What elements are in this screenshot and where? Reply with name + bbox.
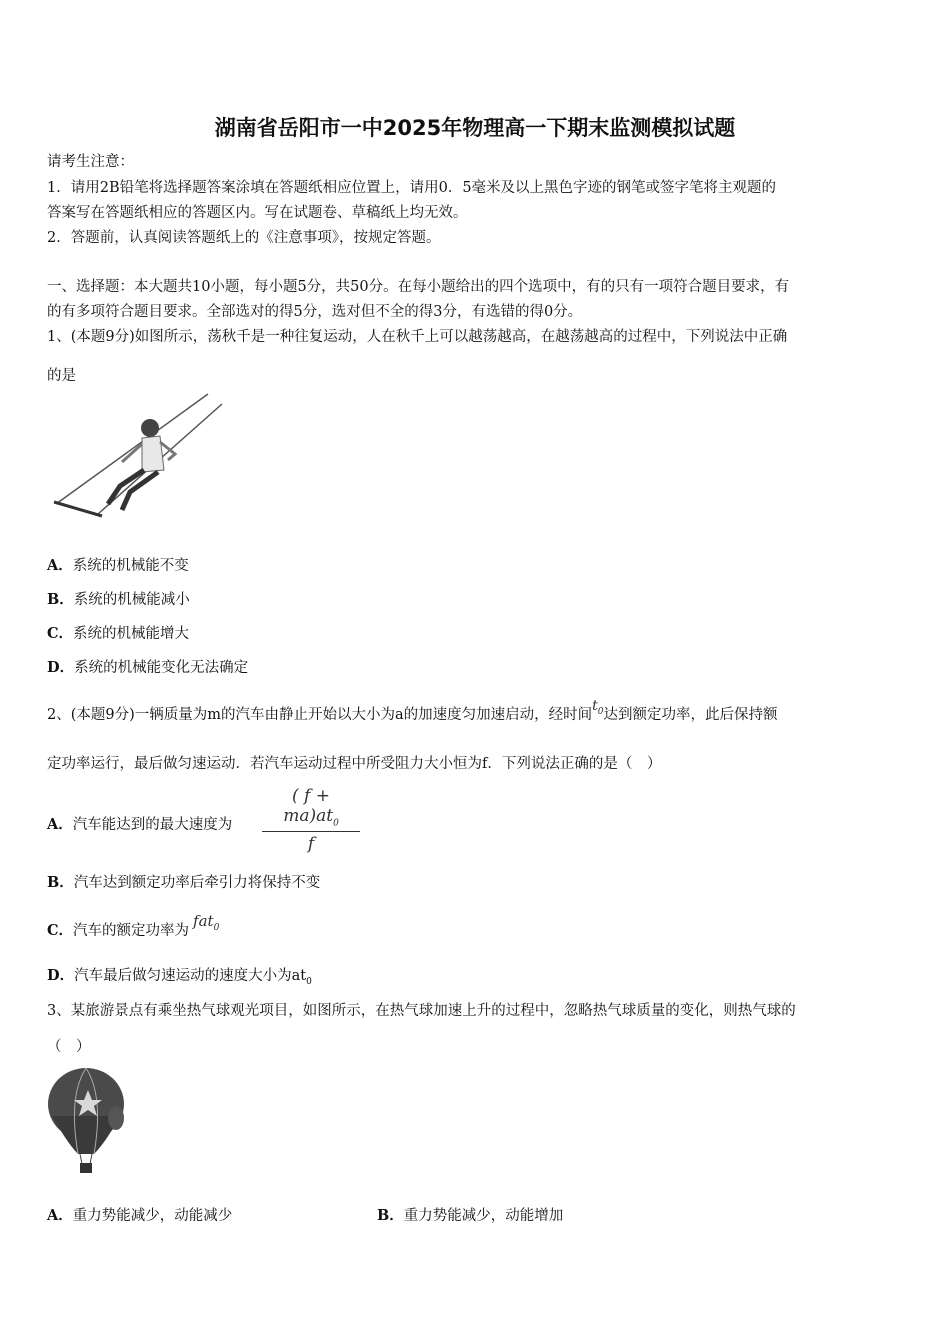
notice-line-2: 2．答题前，认真阅读答题纸上的《注意事项》，按规定答题。 <box>47 230 441 246</box>
q3-stem-line-1: 3、某旅游景点有乘坐热气球观光项目，如图所示，在热气球加速上升的过程中，忽略热气球质量的变化，则热气球的 <box>47 1003 796 1019</box>
q1-option-a: A．系统的机械能不变 <box>47 557 189 574</box>
q1-stem-line-1: 1、(本题9分)如图所示，荡秋千是一种往复运动，人在秋千上可以越荡越高，在越荡越高的过程中，下列说法中正确 <box>47 329 788 345</box>
q3-stem-line-2: （ ） <box>47 1039 91 1055</box>
q2-option-a: A．汽车能达到的最大速度为 <box>47 816 233 833</box>
q2-stem-line-1: 2、(本题9分)一辆质量为m的汽车由静止开始以大小为a的加速度匀加速启动，经时间$t_0$达到额定功率，此后保持额 <box>47 698 778 723</box>
notice-line-1b: 答案写在答题纸相应的答题区内。写在试题卷、草稿纸上均无效。 <box>47 205 468 221</box>
section-heading-line-1: 一、选择题：本大题共10小题，每小题5分，共50分。在每小题给出的四个选项中，有的只有一项符合题目要求，有 <box>47 279 790 295</box>
notice-line-1a: 1．请用2B铅笔将选择题答案涂填在答题纸相应位置上，请用0．5毫米及以上黑色字迹的钢笔或签字笔将主观题的 <box>47 180 777 196</box>
q1-option-c: C．系统的机械能增大 <box>47 625 190 642</box>
swing-illustration <box>50 392 225 522</box>
q3-option-a: A．重力势能减少，动能减少 <box>47 1207 233 1224</box>
hot-air-balloon-illustration <box>44 1066 130 1174</box>
section-heading-line-2: 的有多项符合题目要求。全部选对的得5分，选对但不全的得3分，有选错的得0分。 <box>47 304 583 320</box>
q1-option-b: B．系统的机械能减小 <box>47 591 190 608</box>
q1-stem-line-2: 的是 <box>47 368 76 384</box>
q1-option-d: D．系统的机械能变化无法确定 <box>47 659 249 676</box>
q2-option-d: D．汽车最后做匀速运动的速度大小为$at_0$ <box>47 967 312 987</box>
notice-heading: 请考生注意： <box>47 154 134 170</box>
max-speed-fraction: ( $f + ma)at_0$ f <box>262 786 360 854</box>
page-title: 湖南省岳阳市一中2025年物理高一下期末监测模拟试题 <box>214 116 736 140</box>
q2-stem-line-2: 定功率运行，最后做匀速运动．若汽车运动过程中所受阻力大小恒为f．下列说法正确的是（ ） <box>47 756 662 772</box>
q2-option-b: B．汽车达到额定功率后牵引力将保持不变 <box>47 874 321 891</box>
q2-option-c: C．汽车的额定功率为fat$_0$ <box>47 912 220 939</box>
q3-option-b: B．重力势能减少，动能增加 <box>377 1207 564 1224</box>
